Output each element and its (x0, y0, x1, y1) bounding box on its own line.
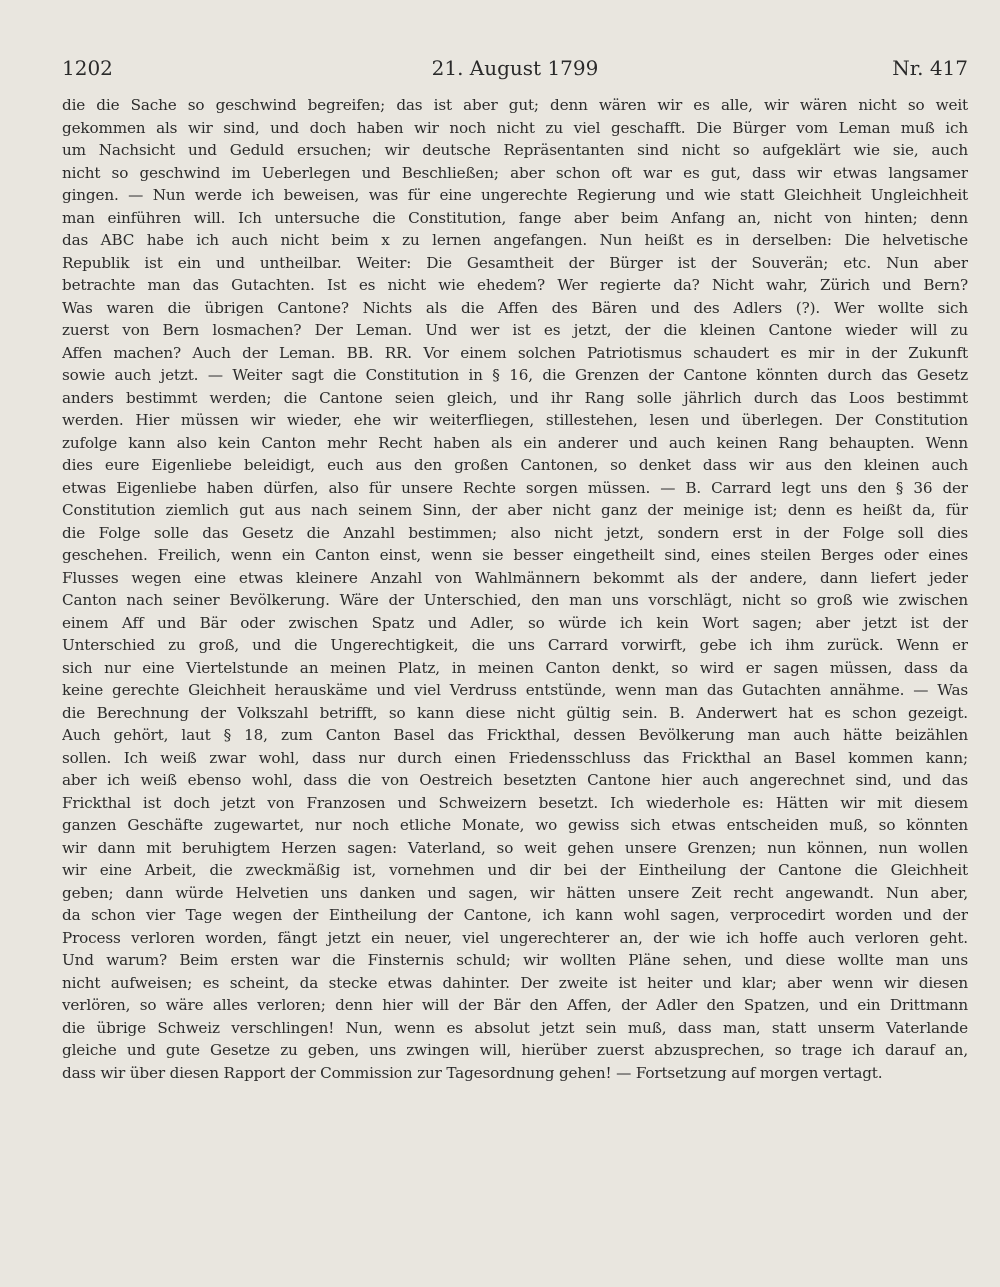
text-line: Flusses wegen eine etwas kleinere Anzahl von Wahlmännern bekommt als der andere, dann liefert jeder (62, 568, 968, 587)
text-line: die Berechnung der Volkszahl betrifft, so kann diese nicht gültig sein. B. Anderwert hat es schon gezeigt. (62, 703, 968, 722)
text-line: Und warum? Beim ersten war die Finsternis schuld; wir wollten Pläne sehen, und diese wollte man uns (62, 951, 968, 969)
text-line: geschehen. Freilich, wenn ein Canton einst, wenn sie besser eingetheilt sind, eines steilen Berges oder eines (62, 546, 968, 564)
text-line: dies eure Eigenliebe beleidigt, euch aus den großen Cantonen, so denket dass wir aus den kleinen auch (62, 456, 968, 474)
text-line: anders bestimmt werden; die Cantone seien gleich, und ihr Rang solle jährlich durch das Loos bestimmt (62, 388, 968, 407)
text-line: da schon vier Tage wegen der Eintheilung der Cantone, ich kann wohl sagen, verprocedirt worden und der (62, 906, 968, 924)
text-line: um Nachsicht und Geduld ersuchen; wir deutsche Repräsentanten sind nicht so aufgeklärt wie sie, auch (62, 141, 968, 159)
text-line: Frickthal ist doch jetzt von Franzosen und Schweizern besetzt. Ich wiederhole es: Hätten wir mit diesem (62, 793, 968, 812)
text-line: geben; dann würde Helvetien uns danken und sagen, wir hätten unsere Zeit recht angewandt. Nun aber, (62, 883, 968, 902)
text-line: Constitution ziemlich gut aus nach seinem Sinn, der aber nicht ganz der meinige ist; denn es heißt da, für (62, 501, 968, 519)
text-line: Affen machen? Auch der Leman. BB. RR. Vor einem solchen Patriotismus schaudert es mir in der Zukunft (62, 343, 968, 362)
text-line: man einführen will. Ich untersuche die Constitution, fange aber beim Anfang an, nicht von hinten; denn (62, 208, 968, 227)
text-line: die die Sache so geschwind begreifen; das ist aber gut; denn wären wir es alle, wir wären nicht so weit (62, 96, 968, 114)
text-line: sowie auch jetzt. — Weiter sagt die Constitution in § 16, die Grenzen der Cantone könnten durch das Gesetz (62, 366, 968, 384)
document-number: Nr. 417 (892, 56, 968, 80)
text-line: etwas Eigenliebe haben dürfen, also für unsere Rechte sorgen müssen. — B. Carrard legt uns den § 36 der (62, 478, 968, 497)
text-line: einem Aff und Bär oder zwischen Spatz und Adler, so würde ich kein Wort sagen; aber jetzt ist der (62, 613, 968, 632)
text-line: Process verloren worden, fängt jetzt ein neuer, viel ungerechterer an, der wie ich hoffe auch verloren geht. (62, 928, 968, 947)
text-line: sich nur eine Viertelstunde an meinen Platz, in meinen Canton denkt, so wird er sagen müssen, dass da (62, 658, 968, 677)
text-line: Republik ist ein und untheilbar. Weiter: Die Gesamtheit der Bürger ist der Souverän; etc. Nun aber (62, 253, 968, 272)
text-line: aber ich weiß ebenso wohl, dass die von Oestreich besetzten Cantone hier auch angerechnet sind, und das (62, 771, 968, 789)
text-line: betrachte man das Gutachten. Ist es nicht wie ehedem? Wer regierte da? Nicht wahr, Zürich und Bern? (62, 276, 968, 294)
text-line: verlören, so wäre alles verloren; denn hier will der Bär den Affen, der Adler den Spatzen, und ein Drittmann (62, 996, 968, 1014)
text-line: gleiche und gute Gesetze zu geben, uns zwingen will, hierüber zuerst abzusprechen, so trage ich darauf an, (62, 1041, 968, 1059)
text-line: Unterschied zu groß, und die Ungerechtigkeit, die uns Carrard vorwirft, gebe ich ihm zurück. Wenn er (62, 636, 968, 654)
text-line: das ABC habe ich auch nicht beim x zu lernen angefangen. Nun heißt es in derselben: Die helvetische (62, 231, 968, 249)
text-line: die übrige Schweiz verschlingen! Nun, wenn es absolut jetzt sein muß, dass man, statt unserm Vaterlande (62, 1018, 968, 1037)
text-line: gekommen als wir sind, und doch haben wir noch nicht zu viel geschafft. Die Bürger vom Leman muß ich (62, 118, 968, 137)
text-line: wir eine Arbeit, die zweckmäßig ist, vornehmen und dir bei der Eintheilung der Cantone die Gleichheit (62, 861, 968, 879)
text-line: nicht so geschwind im Ueberlegen und Beschließen; aber schon oft war es gut, dass wir etwas langsamer (62, 163, 968, 182)
text-line: Auch gehört, laut § 18, zum Canton Basel das Frickthal, dessen Bevölkerung man auch hätte beizählen (62, 726, 968, 744)
text-line: Was waren die übrigen Cantone? Nichts als die Affen des Bären und des Adlers (?). Wer wollte sich (62, 298, 968, 317)
text-line: die Folge solle das Gesetz die Anzahl bestimmen; also nicht jetzt, sondern erst in der Folge soll dies (62, 523, 968, 542)
text-line: wir dann mit beruhigtem Herzen sagen: Vaterland, so weit gehen unsere Grenzen; nun können, nun wollen (62, 838, 968, 857)
body-text (62, 94, 968, 1084)
text-line: ganzen Geschäfte zugewartet, nur noch etliche Monate, wo gewiss sich etwas entscheiden muß, so könnten (62, 816, 968, 834)
text-line: gingen. — Nun werde ich beweisen, was für eine ungerechte Regierung und wie statt Gleichheit Ungleichheit (62, 186, 968, 204)
text-line: nicht aufweisen; es scheint, da stecke etwas dahinter. Der zweite ist heiter und klar; aber wenn wir diesen (62, 973, 968, 992)
page-header (62, 56, 968, 86)
text-line: dass wir über diesen Rapport der Commission zur Tagesordnung gehen! — Fortsetzung auf morgen vertagt. (62, 1063, 883, 1082)
text-line: zuerst von Bern losmachen? Der Leman. Und wer ist es jetzt, der die kleinen Cantone wieder will zu (62, 321, 968, 339)
text-line: zufolge kann also kein Canton mehr Recht haben als ein anderer und auch keinen Rang behaupten. Wenn (62, 433, 968, 452)
text-line: keine gerechte Gleichheit herauskäme und viel Verdruss entstünde, wenn man das Gutachten annähme. — Was (62, 681, 968, 699)
page-number: 1202 (62, 56, 113, 80)
text-line: werden. Hier müssen wir wieder, ehe wir weiterfliegen, stillestehen, lesen und überlegen. Der Constitution (62, 411, 968, 429)
text-line: sollen. Ich weiß zwar wohl, dass nur durch einen Friedensschluss das Frickthal an Basel kommen kann; (62, 748, 968, 767)
text-line: Canton nach seiner Bevölkerung. Wäre der Unterschied, den man uns vorschlägt, nicht so groß wie zwischen (62, 591, 968, 609)
header-date: 21. August 1799 (431, 56, 599, 80)
